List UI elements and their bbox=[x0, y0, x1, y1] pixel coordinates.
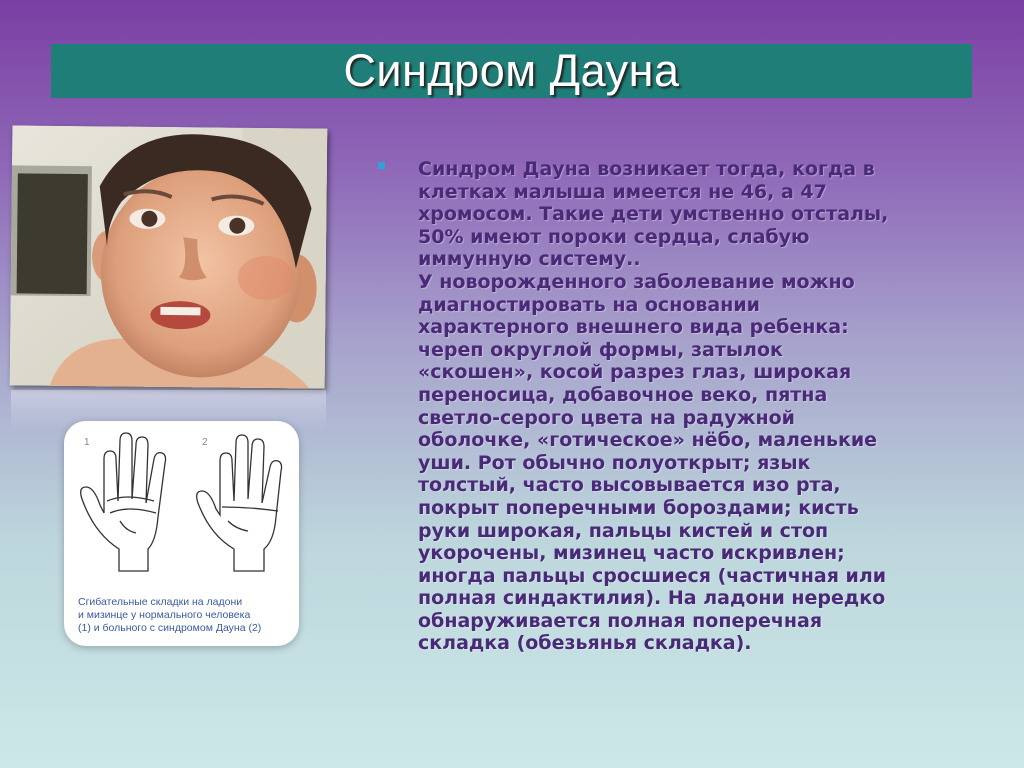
hands-caption bbox=[78, 596, 293, 635]
child-photo-illustration bbox=[10, 125, 328, 388]
hand-label-2: 2 bbox=[202, 437, 208, 448]
normal-hand-icon bbox=[81, 433, 166, 571]
slide-body-text: Синдром Дауна возникает тогда, когда в клетках малыша имеется не 46, а 47 хромосом. Такие дети умственно отсталы, 50% имеют пороки сердца, слабую иммунную систему.. У новорожденного заболевание можно диагностировать на основании характерного внешнего вида ребенка: череп округлой формы, затылок «скошен», косой разрез глаз, широкая переносица, добавочное веко, пятна светло-серого цвета на радужной оболочке, «готическое» нёбо, маленькие уши. Рот обычно полуоткрыт; язык толстый, часто высовывается изо рта, покрыт поперечными бороздами; кисть руки широкая, пальцы кистей и стоп укорочены, мизинец часто искривлен; иногда пальцы сросшиеся (частичная или полная синдактилия). На ладони нередко обнаруживается полная поперечная складка (обезьянья складка). bbox=[418, 158, 889, 655]
title-bar bbox=[51, 44, 972, 98]
child-photo bbox=[10, 125, 328, 388]
bullet-icon bbox=[378, 162, 385, 169]
down-syndrome-hand-icon bbox=[197, 435, 282, 571]
hands-figure-card bbox=[64, 421, 299, 646]
hands-caption-line: и мизинце у нормального человека bbox=[78, 609, 251, 621]
hands-caption-line: (1) и больного с синдромом Дауна (2) bbox=[78, 622, 262, 634]
hands-caption-line: Сгибательные складки на ладони bbox=[78, 596, 243, 608]
slide-title: Синдром Дауна bbox=[343, 45, 680, 96]
hand-label-1: 1 bbox=[84, 437, 90, 448]
hands-diagram bbox=[64, 421, 299, 596]
